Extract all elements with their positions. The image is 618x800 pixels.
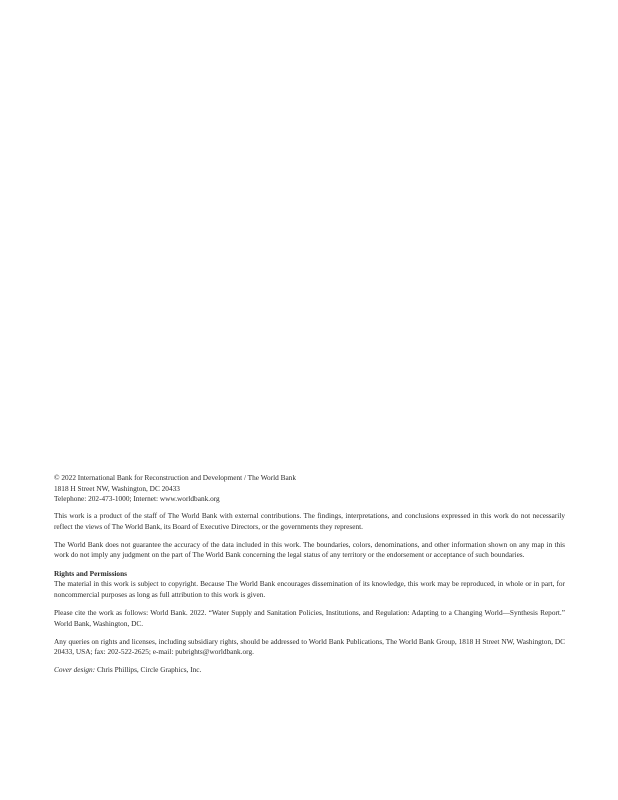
rights-section [54, 569, 565, 601]
rights-text: The material in this work is subject to copyright. Because The World Bank encourages dissemination of its knowledge, this work may be reproduced, in whole or in part, for noncommercial purposes as long as full attribution to this work is given. [54, 579, 565, 599]
cover-label: Cover design: [54, 665, 96, 675]
copyright-line: © 2022 International Bank for Reconstruction and Development / The World Bank [54, 473, 296, 482]
product-paragraph: This work is a product of the staff of The World Bank with external contributions. The findings, interpretations, and conclusions expressed in this work do not necessarily reflect the views of The World Bank, its Board of Executive Directors, or the governments they represent. [54, 510, 565, 531]
accuracy-paragraph: The World Bank does not guarantee the accuracy of the data included in this work. The boundaries, colors, denominations, and other information shown on any map in this work do not imply any judgment on the part of The World Bank concerning the legal status of any territory or the endorsement or acceptance of such boundaries. [54, 539, 565, 560]
cover-credit [54, 665, 565, 676]
copyright-block [54, 473, 565, 505]
copyright-page [54, 473, 565, 684]
queries-paragraph: Any queries on rights and licenses, including subsidiary rights, should be addressed to World Bank Publications, The World Bank Group, 1818 H Street NW, Washington, DC 20433, USA; fax: 202-522-2625; e-mail: pubrights@worldbank.org. [54, 636, 565, 657]
contact-line: Telephone: 202-473-1000; Internet: www.worldbank.org [54, 494, 220, 504]
citation-paragraph: Please cite the work as follows: World Bank. 2022. “Water Supply and Sanitation Policies, Institutions, and Regulation: Adapting to a Changing World—Synthesis Report.” World Bank, Washington, DC. [54, 607, 565, 628]
address-line: 1818 H Street NW, Washington, DC 20433 [54, 483, 180, 493]
cover-value: Chris Phillips, Circle Graphics, Inc. [95, 665, 202, 675]
rights-heading: Rights and Permissions [54, 568, 127, 578]
